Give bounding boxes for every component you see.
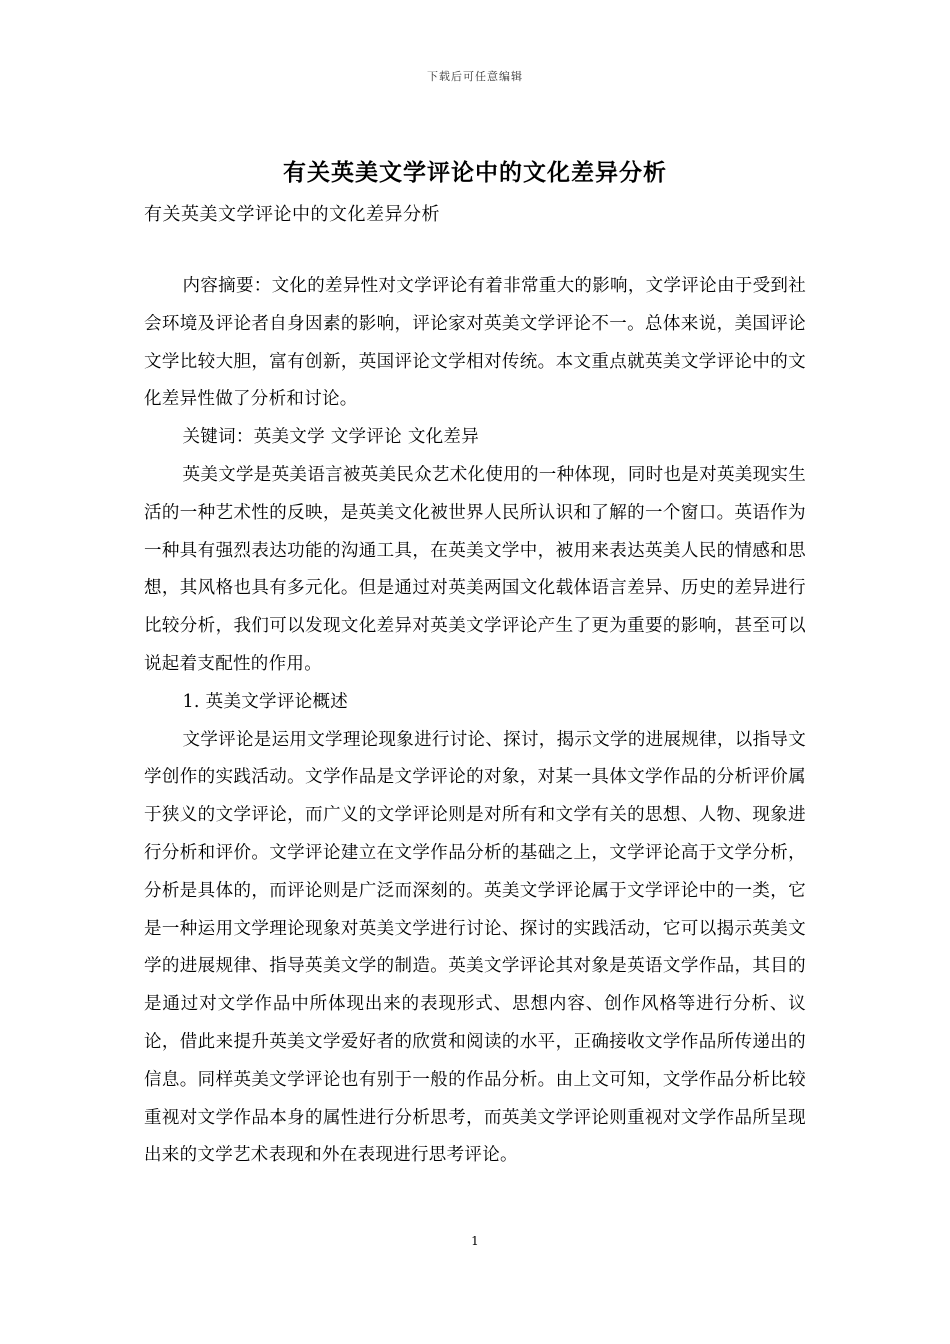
document-subtitle: 有关英美文学评论中的文化差异分析 (144, 204, 440, 225)
page-number: 1 (471, 1234, 479, 1248)
document-body (144, 268, 806, 1175)
keywords-line: 关键词：英美文学 文学评论 文化差异 (182, 427, 480, 448)
document-title: 有关英美文学评论中的文化差异分析 (283, 160, 667, 186)
intro-paragraph: 英美文学是英美语言被英美民众艺术化使用的一种体现，同时也是对英美现实生活的一种艺术性的反映，是英美文化被世界人民所认识和了解的一个窗口。英语作为一种具有强烈表达功能的沟通工具，在英美文学中，被用来表达英美人民的情感和思想，其风格也具有多元化。但是通过对英美两国文化载体语言差异、历史的差异进行比较分析，我们可以发现文化差异对英美文学评论产生了更为重要的影响，甚至可以说起着支配性的作用。 (144, 464, 806, 674)
abstract-paragraph: 内容摘要：文化的差异性对文学评论有着非常重大的影响，文学评论由于受到社会环境及评论者自身因素的影响，评论家对英美文学评论不一。总体来说，美国评论文学比较大胆，富有创新，英国评论文学相对传统。本文重点就英美文学评论中的文化差异性做了分析和讨论。 (144, 276, 806, 410)
section-1-paragraph: 文学评论是运用文学理论现象进行讨论、探讨，揭示文学的进展规律，以指导文学创作的实践活动。文学作品是文学评论的对象，对某一具体文学作品的分析评价属于狭义的文学评论，而广义的文学评论则是对所有和文学有关的思想、人物、现象进行分析和评价。文学评论建立在文学作品分析的基础之上，文学评论高于文学分析，分析是具体的，而评论则是广泛而深刻的。英美文学评论属于文学评论中的一类，它是一种运用文学理论现象对英美文学进行讨论、探讨的实践活动，它可以揭示英美文学的进展规律、指导英美文学的制造。英美文学评论其对象是英语文学作品，其目的是通过对文学作品中所体现出来的表现形式、思想内容、创作风格等进行分析、议论，借此来提升英美文学爱好者的欣赏和阅读的水平，正确接收文学作品所传递出的信息。同样英美文学评论也有别于一般的作品分析。由上文可知，文学作品分析比较重视对文学作品本身的属性进行分析思考，而英美文学评论则重视对文学作品所呈现出来的文学艺术表现和外在表现进行思考评论。 (144, 729, 806, 1166)
header-note: 下载后可任意编辑 (427, 70, 523, 83)
section-1-heading: 1. 英美文学评论概述 (182, 691, 349, 712)
